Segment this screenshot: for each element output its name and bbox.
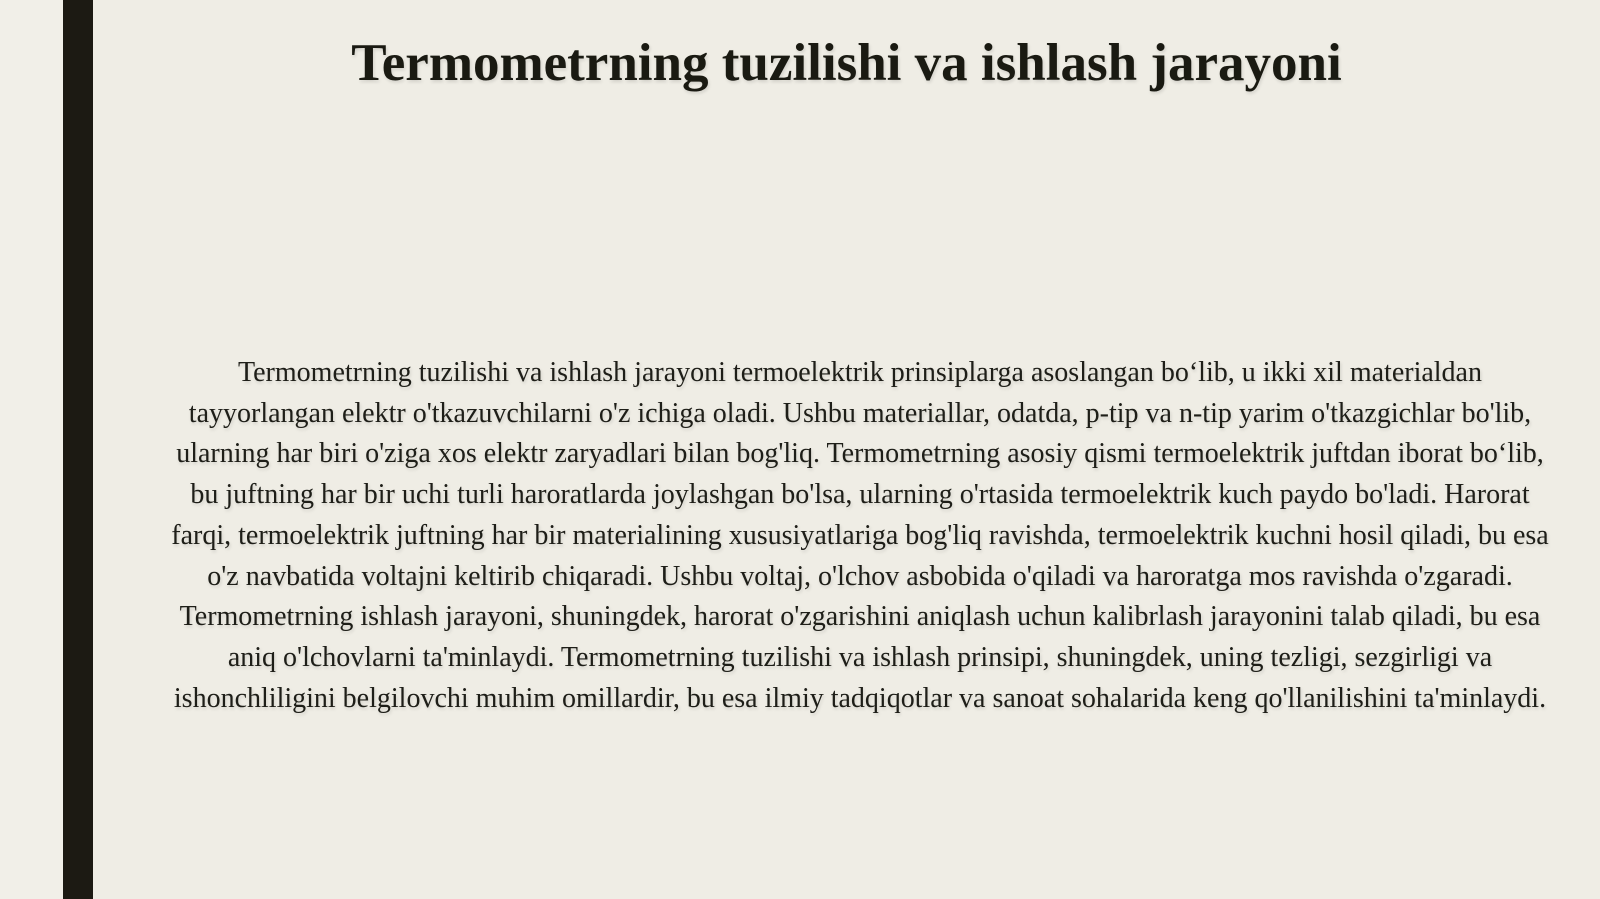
accent-bar (63, 0, 93, 899)
slide-body-text: Termometrning tuzilishi va ishlash jarayoni termoelektrik prinsiplarga asoslangan bo‘lib, u ikki xil materialdan tayyorlangan elektr o'tkazuvchilarni o'z ichiga oladi. Ushbu materiallar, odatda, p-tip va n-tip yarim o'tkazgichlar bo'lib, ularning har biri o'ziga xos elektr zaryadlari bilan bog'liq. Termometrning asosiy qismi termoelektrik juftdan iborat bo‘lib, bu juftning har bir uchi turli haroratlarda joylashgan bo'lsa, ularning o'rtasida termoelektrik kuch paydo bo'ladi. Harorat farqi, termoelektrik juftning har bir materialining xususiyatlariga bog'liq ravishda, termoelektrik kuchni hosil qiladi, bu esa o'z navbatida voltajni keltirib chiqaradi. Ushbu voltaj, o'lchov asbobida o'qiladi va haroratga mos ravishda o'zgaradi. Termometrning ishlash jarayoni, shuningdek, harorat o'zgarishini aniqlash uchun kalibrlash jarayonini talab qiladi, bu esa aniq o'lchovlarni ta'minlaydi. Termometrning tuzilishi va ishlash prinsipi, shuningdek, uning tezligi, sezgirligi va ishonchliligini belgilovchi muhim omillardir, bu esa ilmiy tadqiqotlar va sanoat sohalarida keng qo'llanilishini ta'minlaydi. (171, 357, 1549, 714)
slide-title: Termometrning tuzilishi va ishlash jarayoni (351, 34, 1342, 92)
slide-left-margin (0, 0, 63, 899)
